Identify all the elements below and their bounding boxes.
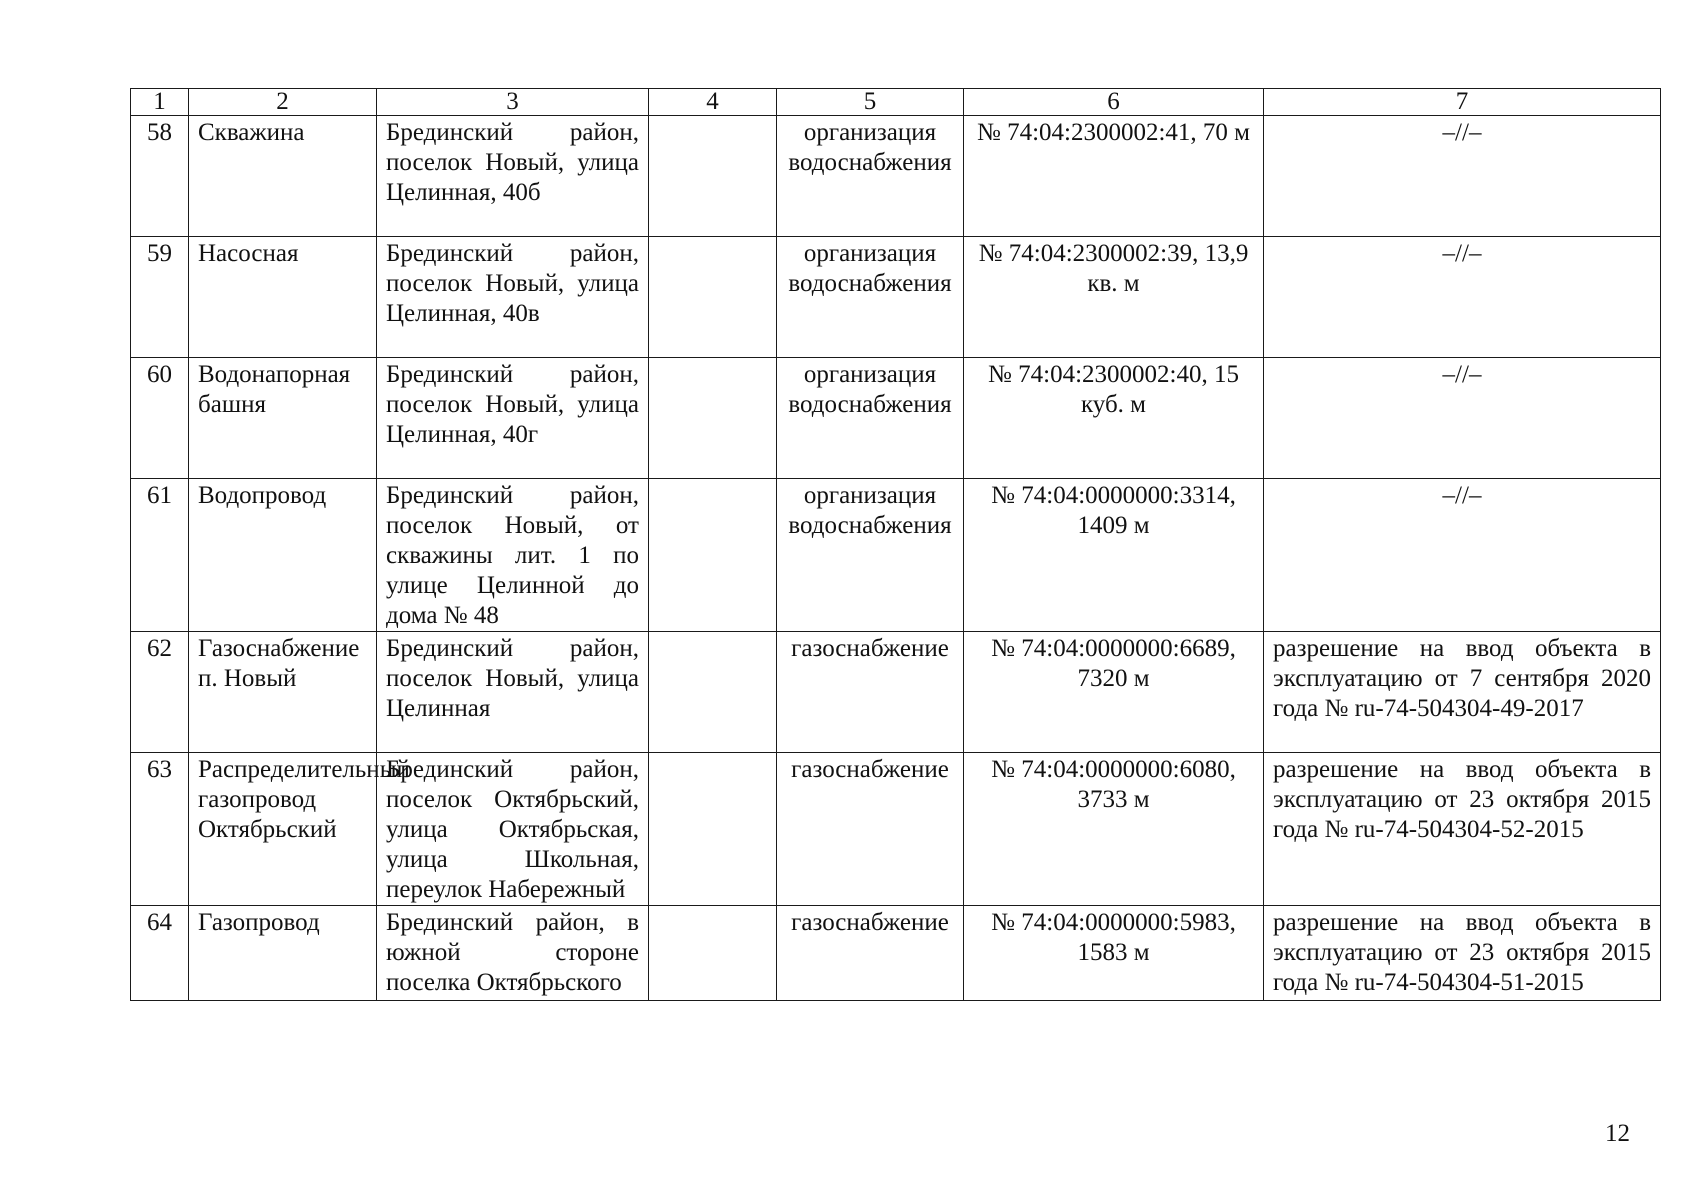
column-header-1: 1	[131, 89, 189, 116]
row-number: 62	[131, 632, 189, 753]
cadastral-number: № 74:04:0000000:5983, 1583 м	[964, 906, 1264, 1001]
column-header-3: 3	[377, 89, 649, 116]
cadastral-number: № 74:04:0000000:6080, 3733 м	[964, 753, 1264, 906]
object-purpose: газоснабжение	[777, 753, 964, 906]
document-reference: разрешение на ввод объекта в эксплуатацию от 23 октября 2015 года № ru-74-504304-52-2015	[1264, 753, 1661, 906]
table-row	[131, 753, 1661, 906]
row-number: 60	[131, 358, 189, 479]
object-purpose: организация водоснабжения	[777, 358, 964, 479]
cadastral-number: № 74:04:2300002:41, 70 м	[964, 116, 1264, 237]
object-name: Газоснабжение п. Новый	[189, 632, 377, 753]
column-header-5: 5	[777, 89, 964, 116]
table-row	[131, 116, 1661, 237]
registry-table	[130, 88, 1661, 1001]
cadastral-number: № 74:04:0000000:3314, 1409 м	[964, 479, 1264, 632]
object-address: Брединский район, поселок Новый, от скважины лит. 1 по улице Целинной до дома № 48	[377, 479, 649, 632]
header-row	[131, 89, 1661, 116]
document-reference: разрешение на ввод объекта в эксплуатацию от 7 сентября 2020 года № ru-74-504304-49-2017	[1264, 632, 1661, 753]
table-row	[131, 906, 1661, 1001]
table-header	[131, 89, 1661, 116]
object-name: Скважина	[189, 116, 377, 237]
column-4-cell	[649, 116, 777, 237]
column-4-cell	[649, 906, 777, 1001]
object-purpose: газоснабжение	[777, 632, 964, 753]
object-name: Водонапорная башня	[189, 358, 377, 479]
object-name: Газопровод	[189, 906, 377, 1001]
cadastral-number: № 74:04:2300002:40, 15 куб. м	[964, 358, 1264, 479]
document-reference: разрешение на ввод объекта в эксплуатацию от 23 октября 2015 года № ru-74-504304-51-2015	[1264, 906, 1661, 1001]
object-purpose: организация водоснабжения	[777, 479, 964, 632]
row-number: 59	[131, 237, 189, 358]
object-purpose: организация водоснабжения	[777, 116, 964, 237]
object-name: Насосная	[189, 237, 377, 358]
object-address: Брединский район, в южной стороне поселка Октябрьского	[377, 906, 649, 1001]
table-body	[131, 116, 1661, 1001]
column-header-7: 7	[1264, 89, 1661, 116]
table-row	[131, 479, 1661, 632]
column-4-cell	[649, 753, 777, 906]
table-row	[131, 358, 1661, 479]
object-address: Брединский район, поселок Октябрьский, улица Октябрьская, улица Школьная, переулок Набережный	[377, 753, 649, 906]
column-4-cell	[649, 632, 777, 753]
column-header-2: 2	[189, 89, 377, 116]
object-address: Брединский район, поселок Новый, улица Целинная, 40б	[377, 116, 649, 237]
document-reference: –//–	[1264, 358, 1661, 479]
row-number: 64	[131, 906, 189, 1001]
page-number: 12	[1605, 1120, 1630, 1147]
object-purpose: газоснабжение	[777, 906, 964, 1001]
table-row	[131, 632, 1661, 753]
object-address: Брединский район, поселок Новый, улица Целинная, 40г	[377, 358, 649, 479]
row-number: 63	[131, 753, 189, 906]
cadastral-number: № 74:04:2300002:39, 13,9 кв. м	[964, 237, 1264, 358]
row-number: 61	[131, 479, 189, 632]
table-row	[131, 237, 1661, 358]
column-4-cell	[649, 237, 777, 358]
document-reference: –//–	[1264, 237, 1661, 358]
document-reference: –//–	[1264, 116, 1661, 237]
object-purpose: организация водоснабжения	[777, 237, 964, 358]
object-address: Брединский район, поселок Новый, улица Целинная	[377, 632, 649, 753]
column-header-6: 6	[964, 89, 1264, 116]
column-4-cell	[649, 358, 777, 479]
object-name: Распределительный газопровод Октябрьский	[189, 753, 377, 906]
object-name: Водопровод	[189, 479, 377, 632]
column-4-cell	[649, 479, 777, 632]
column-header-4: 4	[649, 89, 777, 116]
object-address: Брединский район, поселок Новый, улица Целинная, 40в	[377, 237, 649, 358]
cadastral-number: № 74:04:0000000:6689, 7320 м	[964, 632, 1264, 753]
row-number: 58	[131, 116, 189, 237]
document-reference: –//–	[1264, 479, 1661, 632]
